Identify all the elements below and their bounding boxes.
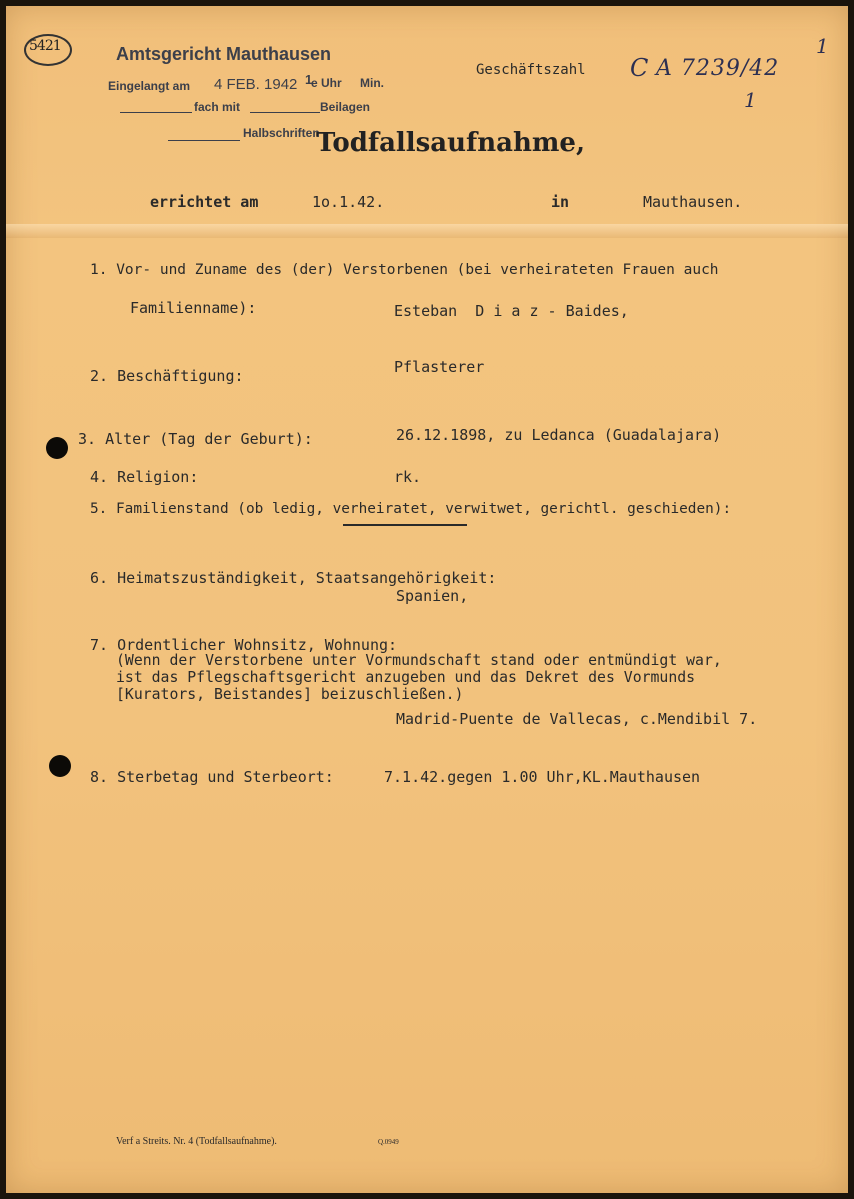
stamp-line-1 xyxy=(120,112,192,113)
file-number-label: Geschäftszahl xyxy=(476,62,586,78)
page-title: Todfallsaufnahme, xyxy=(316,128,586,158)
item5-label: 5. Familienstand (ob ledig, verheiratet, verwitwet, gerichtl. geschieden): xyxy=(90,501,732,517)
footer-form: Verf a Streits. Nr. 4 (Todfallsaufnahme). xyxy=(116,1136,277,1147)
item8-label: 8. Sterbetag und Sterbeort: xyxy=(90,768,334,786)
stamp-received-hour: 1 xyxy=(305,72,313,87)
stamp-attachments: Beilagen xyxy=(320,100,371,114)
stamp-half-copies: Halbschriften xyxy=(243,126,320,140)
file-number-value: A 7239/42 xyxy=(656,56,780,81)
item7-label: 7. Ordentlicher Wohnsitz, Wohnung: xyxy=(90,636,398,654)
file-number-prefix: C xyxy=(630,54,649,82)
stamp-received-min: Min. xyxy=(360,76,384,90)
paper-fold xyxy=(6,224,848,238)
item1-label: 1. Vor- und Zuname des (der) Verstorbenen (bei verheirateten Frauen auch xyxy=(90,262,719,278)
item6-value: Spanien, xyxy=(396,587,469,605)
item7-note-2: ist das Pflegschaftsgericht anzugeben und das Dekret des Vormunds xyxy=(116,669,696,686)
footer-code: Q.0949 xyxy=(378,1138,399,1146)
place-value: Mauthausen. xyxy=(643,193,743,211)
item6-label: 6. Heimatszuständigkeit, Staatsangehörigkeit: xyxy=(90,569,497,587)
item4-value: rk. xyxy=(394,468,422,486)
item7-note-3: [Kurators, Beistandes] beizuschließen.) xyxy=(116,686,464,703)
stamp-court: Amtsgericht Mauthausen xyxy=(116,44,332,64)
item5-underline xyxy=(343,524,467,526)
item7-value: Madrid-Puente de Vallecas, c.Mendibil 7. xyxy=(396,710,758,728)
stamp-received-time-suffix: e Uhr xyxy=(311,76,342,90)
handwritten-mark-1: 1 xyxy=(816,34,829,58)
handwritten-mark-2: 1 xyxy=(744,88,757,112)
item3-label: 3. Alter (Tag der Geburt): xyxy=(78,430,313,448)
stamp-copies: fach mit xyxy=(194,100,241,114)
stamp-line-3 xyxy=(168,140,240,141)
punch-hole-bottom xyxy=(49,755,71,777)
item8-value: 7.1.42.gegen 1.00 Uhr,KL.Mauthausen xyxy=(384,768,701,786)
stamp-received-date: 4 FEB. 1942 xyxy=(214,76,298,93)
stamp-received-prefix: Eingelangt am xyxy=(108,79,191,93)
item2-value: Pflasterer xyxy=(394,358,485,376)
item1-value: Esteban D i a z - Baides, xyxy=(394,302,629,320)
in-label: in xyxy=(551,193,570,211)
item4-label: 4. Religion: xyxy=(90,468,199,486)
item7-note-1: (Wenn der Verstorbene unter Vormundschaft stand oder entmündigt war, xyxy=(116,652,722,669)
established-date: 1o.1.42. xyxy=(312,193,385,211)
corner-number: 5421 xyxy=(29,38,61,54)
stamp-line-2 xyxy=(250,112,320,113)
established-label: errichtet am xyxy=(150,193,259,211)
item1-label-cont: Familienname): xyxy=(130,299,257,317)
item3-value: 26.12.1898, zu Ledanca (Guadalajara) xyxy=(396,426,722,444)
item2-label: 2. Beschäftigung: xyxy=(90,367,244,385)
punch-hole-top xyxy=(46,437,68,459)
